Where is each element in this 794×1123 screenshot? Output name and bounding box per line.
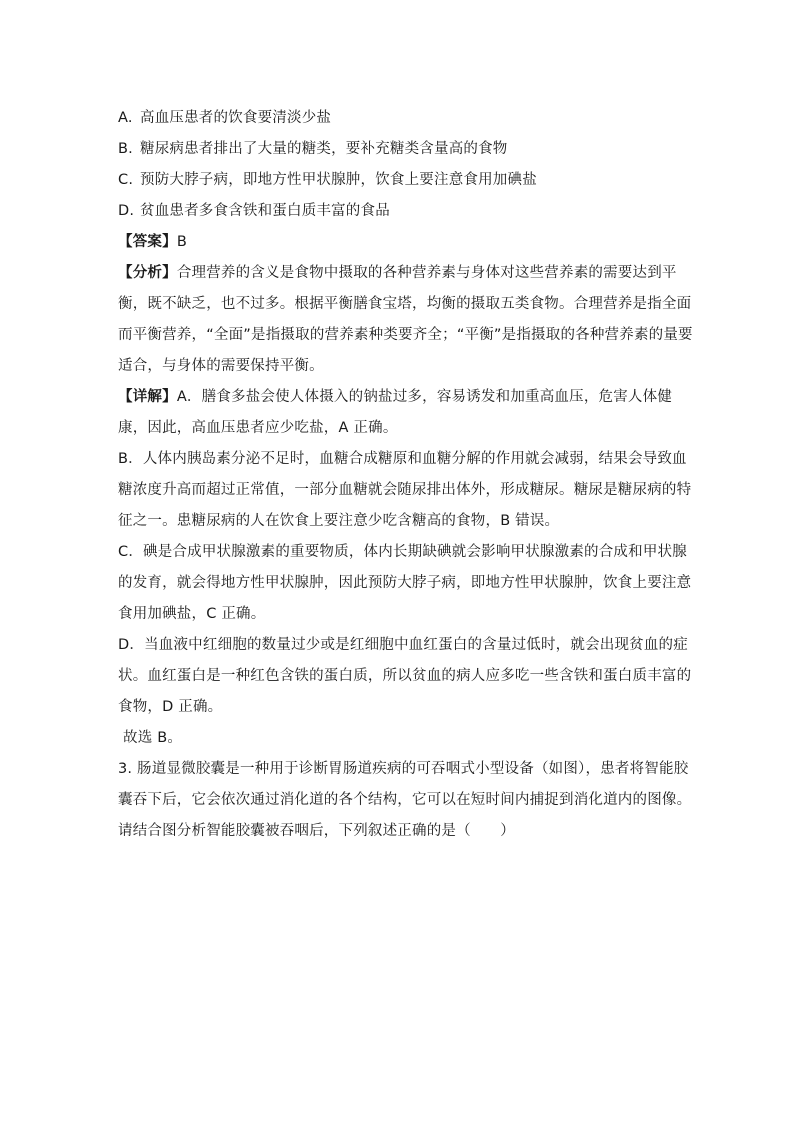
analysis-line: 衡，既不缺乏，也不过多。根据平衡膳食宝塔，均衡的摄取五类食物。合理营养是指全面 [118, 296, 692, 312]
option-text: 贫血患者多食含铁和蛋白质丰富的食品 [140, 203, 390, 219]
analysis-line: 适合，与身体的需要保持平衡。 [118, 358, 324, 374]
answer-label: 【答案】 [118, 234, 177, 250]
question-3-line: 囊吞下后，它会依次通过消化道的各个结构，它可以在短时间内捕捉到消化道内的图像。 [118, 792, 692, 808]
analysis-line [118, 258, 678, 289]
detail-label: 【详解】 [118, 389, 177, 405]
detail-line [118, 382, 678, 413]
page-content [118, 103, 693, 847]
detail-line: C．碘是合成甲状腺激素的重要物质，体内长期缺碘就会影响甲状腺激素的合成和甲状腺 [118, 544, 687, 560]
answer-line [118, 227, 678, 258]
option-text: 预防大脖子病，即地方性甲状腺肿，饮食上要注意食用加碘盐 [140, 172, 537, 188]
question-3-line: 请结合图分析智能胶囊被吞咽后，下列叙述正确的是（ ） [118, 823, 515, 839]
option-key: A. [118, 110, 133, 126]
question-3-line: 3. 肠道显微胶囊是一种用于诊断胃肠道疾病的可吞咽式小型设备（如图），患者将智能胶 [118, 761, 689, 777]
analysis-text: 合理营养的含义是食物中摄取的各种营养素与身体对这些营养素的需要达到平 [176, 265, 677, 281]
option-key: D. [118, 203, 135, 219]
detail-line: 食用加碘盐，C 正确。 [118, 606, 266, 622]
detail-text: A．膳食多盐会使人体摄入的钠盐过多，容易诱发和加重高血压，危害人体健 [176, 389, 673, 405]
detail-line: D．当血液中红细胞的数量过少或是红细胞中血红蛋白的含量过低时，就会出现贫血的症 [118, 637, 688, 653]
option-d [118, 196, 678, 227]
option-c [118, 165, 678, 196]
option-text: 糖尿病患者排出了大量的糖类，要补充糖类含量高的食物 [140, 141, 508, 157]
option-text: 高血压患者的饮食要清淡少盐 [140, 110, 332, 126]
detail-line: 状。血红蛋白是一种红色含铁的蛋白质，所以贫血的病人应多吃一些含铁和蛋白质丰富的 [118, 668, 692, 684]
option-a [118, 103, 678, 134]
analysis-label: 【分析】 [118, 265, 177, 281]
analysis-line: 而平衡营养，“全面”是指摄取的营养素种类要齐全；“平衡”是指摄取的各种营养素的量要 [118, 327, 693, 343]
detail-line: 征之一。患糖尿病的人在饮食上要注意少吃含糖高的食物，B 错误。 [118, 513, 560, 529]
detail-line: 的发育，就会得地方性甲状腺肿，因此预防大脖子病，即地方性甲状腺肿，饮食上要注意 [118, 575, 692, 591]
answer-value: B [176, 234, 187, 250]
detail-line: 食物，D 正确。 [118, 699, 223, 715]
conclusion: 故选 B。 [123, 730, 183, 746]
detail-line: 糖浓度升高而超过正常值，一部分血糖就会随尿排出体外，形成糖尿。糖尿是糖尿病的特 [118, 482, 692, 498]
detail-line: B．人体内胰岛素分泌不足时，血糖合成糖原和血糖分解的作用就会减弱，结果会导致血 [118, 451, 687, 467]
option-key: C. [118, 172, 134, 188]
option-b [118, 134, 678, 165]
option-key: B. [118, 141, 133, 157]
detail-line: 康，因此，高血压患者应少吃盐，A 正确。 [118, 420, 398, 436]
